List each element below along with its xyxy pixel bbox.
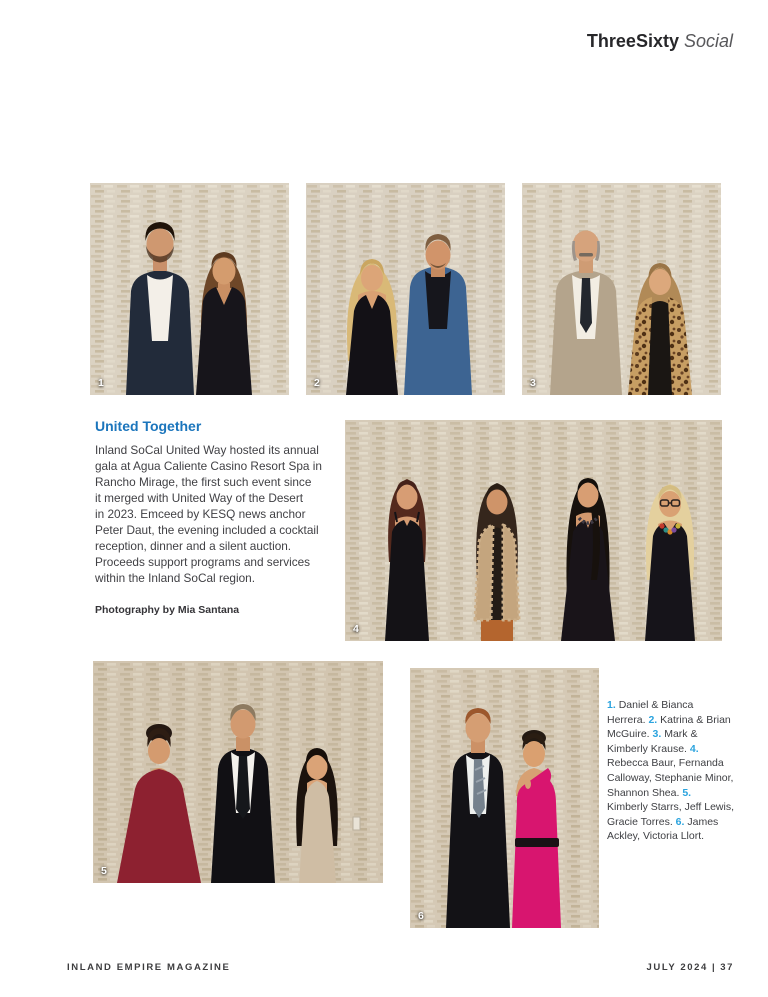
footer-issue-page xyxy=(643,962,734,973)
photo-6-image xyxy=(410,668,599,928)
article-body: Inland SoCal United Way hosted its annual gala at Agua Caliente Casino Resort Spa in Rancho Mirage, the first such event since it merged with United Way of the Desert in 2023. Emceed by KESQ news anchor Peter Daut, the evening included a cocktail reception, dinner and a silent auction. Proceeds support programs and services within the Inland SoCal region. xyxy=(95,443,322,585)
photo-5-number: 5 xyxy=(101,865,107,877)
footer-magazine-name: INLAND EMPIRE MAGAZINE xyxy=(67,962,231,973)
photo-2-number: 2 xyxy=(314,377,320,389)
photo-4-image xyxy=(345,420,722,641)
photo-6-number: 6 xyxy=(418,910,424,922)
photo-6 xyxy=(410,668,599,928)
article-title: United Together xyxy=(95,418,202,434)
masthead-section: Social xyxy=(683,31,733,51)
footer-page-number: 37 xyxy=(720,962,734,973)
photo-5-image xyxy=(93,661,383,883)
masthead xyxy=(587,31,733,52)
photo-4-number: 4 xyxy=(353,623,359,635)
photo-5 xyxy=(93,661,383,883)
photo-3 xyxy=(522,183,721,395)
photo-3-image xyxy=(522,183,721,395)
photo-1 xyxy=(90,183,289,395)
photo-2 xyxy=(306,183,505,395)
footer-separator: | xyxy=(711,962,717,973)
masthead-brand: ThreeSixty xyxy=(586,31,679,51)
photography-credit: Photography by Mia Santana xyxy=(95,604,240,616)
article xyxy=(95,418,345,616)
photo-3-number: 3 xyxy=(530,377,536,389)
photo-captions: 1. Daniel & Bianca Herrera. 2. Katrina & Brian McGuire. 3. Mark & Kimberly Krause. 4. Rebecca Baur, Fernanda Calloway, Stephanie Minor, Shannon Shea. 5. Kimberly Starrs, Jeff Lewis, Gracie Torres. 6. James Ackley, Victoria Llort. xyxy=(607,699,735,843)
photo-1-number: 1 xyxy=(98,377,104,389)
footer-issue: JULY 2024 xyxy=(646,962,708,973)
photo-2-image xyxy=(306,183,505,395)
photo-4 xyxy=(345,420,722,641)
photo-1-image xyxy=(90,183,289,395)
